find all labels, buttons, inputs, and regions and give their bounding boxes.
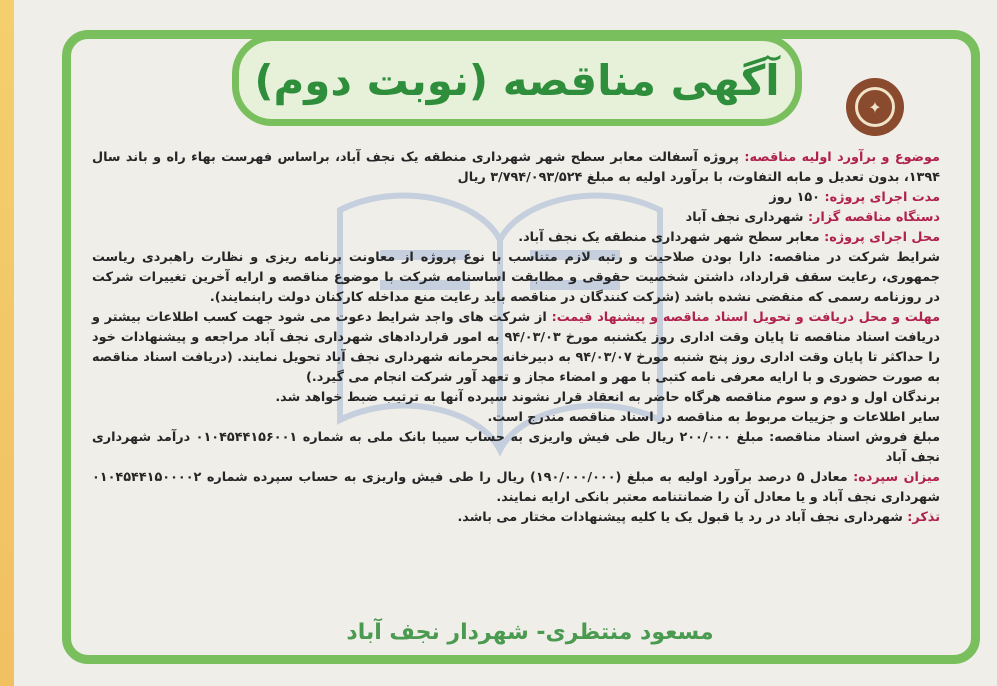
municipality-logo-icon: ✦ bbox=[846, 78, 904, 136]
item-deposit: میزان سپرده: معادل ۵ درصد برآورد اولیه به مبلغ (۱۹۰/۰۰۰/۰۰۰) ریال را طی فیش واریزی به حساب سپرده شماره ۰۱۰۴۵۴۴۱۵۰۰۰۰۲ شهرداری نجف آباد و یا معادل آن را ضمانتنامه معتبر بانکی ارایه نمایند. bbox=[92, 470, 940, 505]
item-location: محل اجرای پروژه: معابر سطح شهر شهرداری منطقه یک نجف آباد. bbox=[518, 230, 940, 245]
item-subject: موضوع و برآورد اولیه مناقصه: پروژه آسفالت معابر سطح شهر شهرداری منطقه یک نجف آباد، براساس فهرست بهاء راه و باند سال ۱۳۹۴، بدون تعدیل و مابه التفاوت، با برآورد اولیه به مبلغ ۳/۷۹۴/۰۹۳/۵۲۴ ریال bbox=[92, 150, 940, 185]
ad-body bbox=[92, 148, 940, 528]
item-winners: برندگان اول و دوم و سوم مناقصه هرگاه حاضر به انعقاد قرار نشوند سپرده آنها به ترتیب ضبط خواهد شد. bbox=[275, 390, 940, 405]
item-deadline: مهلت و محل دریافت و تحویل اسناد مناقصه و پیشنهاد قیمت: از شرکت های واجد شرایط دعوت می شود جهت کسب اطلاعات بیشتر و دریافت اسناد مناقصه تا پایان وقت اداری روز یکشنبه مورخ ۹۴/۰۳/۰۳ به امور قراردادهای شهرداری نجف آباد مراجعه و پیشنهادات خود را حداکثر تا پایان وقت اداری روز پنج شنبه مورخ ۹۴/۰۳/۰۷ به دبیرخانه محرمانه شهرداری نجف آباد تحویل نمایند. (دریافت اسناد مناقصه به صورت حضوری و با ارایه معرفی نامه کتبی با مهر و امضاء مجاز و تعهد آور شرکت انجام می گیرد.) bbox=[92, 310, 941, 385]
item-organizer: دستگاه مناقصه گزار: شهرداری نجف آباد bbox=[685, 210, 940, 225]
title-banner bbox=[232, 34, 802, 126]
adjacent-ad-strip bbox=[0, 0, 14, 686]
signature: مسعود منتظری- شهردار نجف آباد bbox=[346, 620, 714, 645]
ad-title: آگهی مناقصه (نوبت دوم) bbox=[254, 55, 780, 105]
item-note: تذکر: شهرداری نجف آباد در رد یا قبول یک یا کلیه پیشنهادات مختار می باشد. bbox=[457, 510, 940, 525]
item-other-info: سایر اطلاعات و جزییات مربوط به مناقصه در اسناد مناقصه مندرج است. bbox=[487, 410, 940, 425]
item-conditions: شرایط شرکت در مناقصه: دارا بودن صلاحیت و رتبه لازم متناسب با نوع پروژه از معاونت برنامه ریزی و نظارت راهبردی ریاست جمهوری، رعایت سقف قرارداد، داشتن شخصیت حقوقی و مطابقت اساسنامه شرکت با موضوع مناقصه و ارایه آخرین تغییرات شرکت در روزنامه رسمی که منقضی نشده باشد (شرکت کنندگان در مناقصه باید رعایت منع مداخله کارکنان دولت رابنمایند). bbox=[92, 250, 940, 305]
item-duration: مدت اجرای پروژه: ۱۵۰ روز bbox=[769, 190, 940, 205]
item-document-fee: مبلغ فروش اسناد مناقصه: مبلغ ۲۰۰/۰۰۰ ریال طی فیش واریزی به حساب سیبا بانک ملی به شماره ۰۱۰۴۵۴۴۱۵۶۰۰۱ درآمد شهرداری نجف آباد bbox=[92, 430, 940, 465]
